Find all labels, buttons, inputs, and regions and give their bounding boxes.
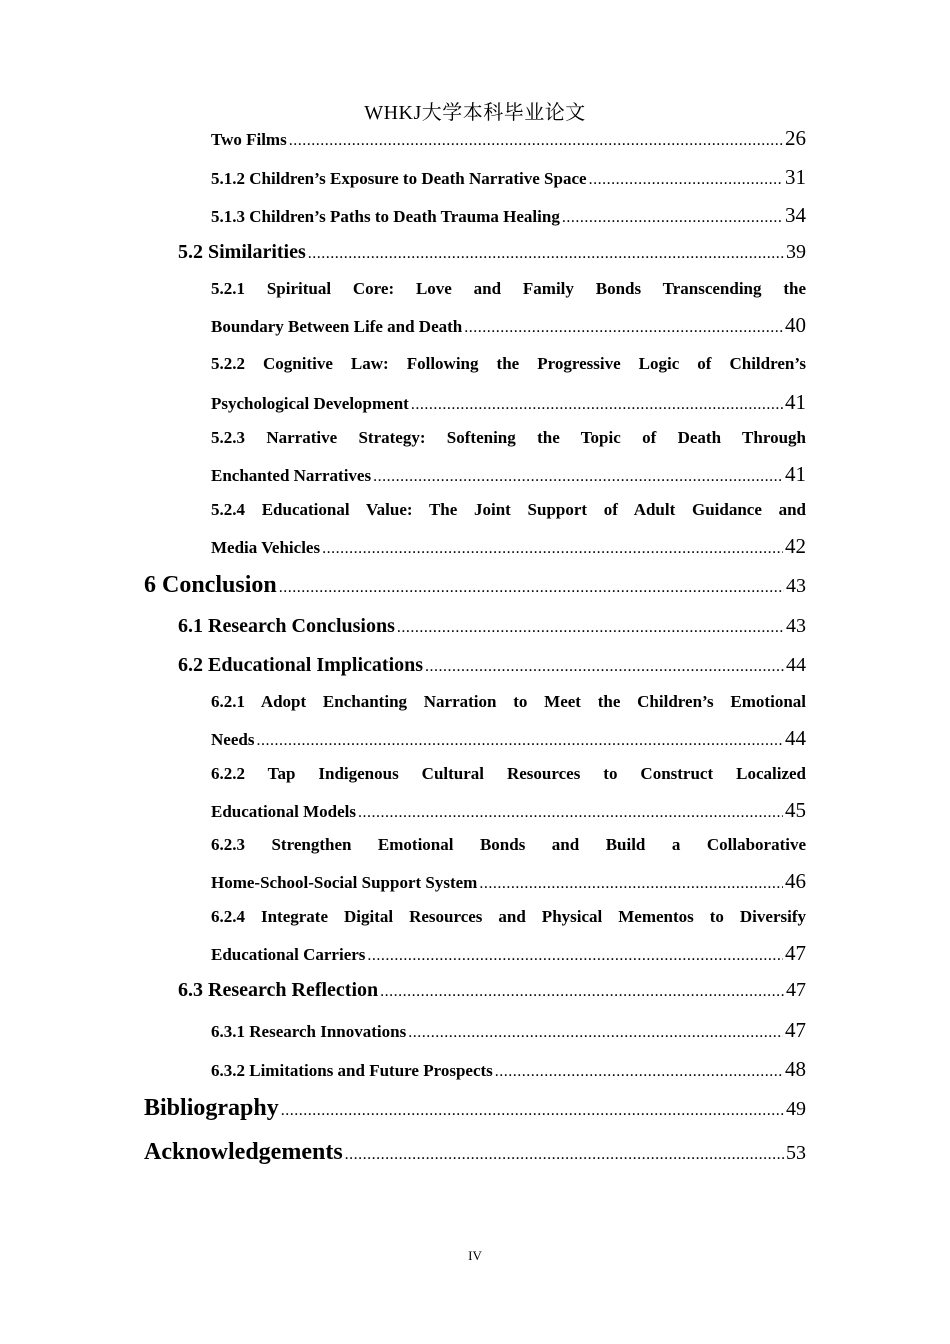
toc-page-number: 42 <box>785 534 806 558</box>
toc-entry-title: 6.2 Educational Implications <box>178 654 424 676</box>
toc-entry-title: 6.3.1 Research Innovations <box>211 1022 407 1041</box>
toc-entry-title: Home-School-Social Support System <box>211 873 478 892</box>
toc-page-number: 34 <box>785 203 806 227</box>
leader-dots <box>279 579 784 597</box>
toc-page-number: 53 <box>786 1142 806 1164</box>
toc-page-number: 47 <box>785 1018 806 1042</box>
toc-page-number: 44 <box>785 726 806 750</box>
toc-page-number: 41 <box>785 462 806 486</box>
toc-entry[interactable] <box>211 726 806 751</box>
toc-entry-first-line: 6.2.2 Tap Indigenous Cultural Resources to Construct Localized <box>211 764 806 783</box>
toc-entry[interactable] <box>211 390 806 415</box>
running-header: WHKJ大学本科毕业论文 <box>364 102 586 124</box>
toc-entry[interactable] <box>211 462 806 487</box>
toc-page-number: 40 <box>785 313 806 337</box>
toc-page-number: 48 <box>785 1057 806 1081</box>
toc-entry[interactable] <box>211 1057 806 1082</box>
toc-entry-title: Media Vehicles <box>211 538 321 557</box>
toc-entry[interactable] <box>144 572 806 599</box>
leader-dots <box>256 732 783 750</box>
leader-dots <box>562 209 783 227</box>
toc-entry-first-line: 5.2.4 Educational Value: The Joint Support of Adult Guidance and <box>211 500 806 519</box>
toc-entry-title: 6.1 Research Conclusions <box>178 615 395 637</box>
toc-entry[interactable] <box>178 654 806 677</box>
toc-page-number: 45 <box>785 798 806 822</box>
leader-dots <box>322 540 783 558</box>
leader-dots <box>397 619 784 637</box>
leader-dots <box>308 245 784 263</box>
toc-entry-first-line: 6.2.1 Adopt Enchanting Narration to Meet the Children’s Emotional <box>211 692 806 711</box>
toc-entry[interactable] <box>211 126 806 151</box>
toc-entry-title: Educational Models <box>211 802 356 821</box>
toc-entry[interactable] <box>144 1139 806 1166</box>
leader-dots <box>380 983 784 1001</box>
toc-entry-title: Boundary Between Life and Death <box>211 317 463 336</box>
toc-page-number: 44 <box>786 654 806 676</box>
leader-dots <box>281 1102 784 1120</box>
toc-entry-first-line: 5.2.1 Spiritual Core: Love and Family Bonds Transcending the <box>211 279 806 298</box>
leader-dots <box>495 1063 783 1081</box>
toc-entry-title: 6.3 Research Reflection <box>178 979 379 1001</box>
toc-page-number: 47 <box>786 979 806 1001</box>
toc-entry-title: 5.1.3 Children’s Paths to Death Trauma Healing <box>211 207 560 226</box>
toc-entry[interactable] <box>144 1095 806 1122</box>
leader-dots <box>373 468 783 486</box>
toc-entry[interactable] <box>211 313 806 338</box>
toc-entry-title: 5.1.2 Children’s Exposure to Death Narrative Space <box>211 169 587 188</box>
leader-dots <box>425 658 784 676</box>
leader-dots <box>589 171 783 189</box>
toc-page-number: 43 <box>786 575 806 597</box>
toc-page-number: 26 <box>785 126 806 150</box>
toc-entry-title: Two Films <box>211 130 287 149</box>
leader-dots <box>345 1146 784 1164</box>
toc-entry-title: Bibliography <box>144 1095 279 1121</box>
toc-page-number: 31 <box>785 165 806 189</box>
leader-dots <box>367 947 783 965</box>
toc-entry[interactable] <box>211 798 806 823</box>
leader-dots <box>479 875 783 893</box>
toc-entry-first-line: 5.2.3 Narrative Strategy: Softening the Topic of Death Through <box>211 428 806 447</box>
page-number-footer: IV <box>468 1248 482 1263</box>
toc-entry[interactable] <box>178 615 806 638</box>
toc-entry-title: Enchanted Narratives <box>211 466 372 485</box>
toc-page-number: 46 <box>785 869 806 893</box>
toc-entry-title: 6 Conclusion <box>144 572 277 598</box>
toc-entry-title: Psychological Development <box>211 394 409 413</box>
leader-dots <box>289 132 783 150</box>
toc-entry-title: 5.2 Similarities <box>178 241 306 263</box>
toc-entry-first-line: 6.2.4 Integrate Digital Resources and Physical Mementos to Diversify <box>211 907 806 926</box>
toc-entry[interactable] <box>211 165 806 190</box>
toc-entry[interactable] <box>211 534 806 559</box>
toc-entry[interactable] <box>211 869 806 894</box>
toc-page-number: 41 <box>785 390 806 414</box>
leader-dots <box>464 319 783 337</box>
toc-entry[interactable] <box>211 1018 806 1043</box>
toc-page-number: 39 <box>786 241 806 263</box>
toc-entry-title: Needs <box>211 730 255 749</box>
toc-page-number: 49 <box>786 1098 806 1120</box>
toc-entry-first-line: 6.2.3 Strengthen Emotional Bonds and Build a Collaborative <box>211 835 806 854</box>
leader-dots <box>411 396 783 414</box>
leader-dots <box>408 1024 783 1042</box>
toc-entry[interactable] <box>178 241 806 264</box>
toc-entry-first-line: 5.2.2 Cognitive Law: Following the Progressive Logic of Children’s <box>211 354 806 373</box>
toc-page-number: 47 <box>785 941 806 965</box>
toc-page-number: 43 <box>786 615 806 637</box>
toc-entry-title: Acknowledgements <box>144 1139 343 1165</box>
toc-entry-title: 6.3.2 Limitations and Future Prospects <box>211 1061 493 1080</box>
toc-entry-title: Educational Carriers <box>211 945 366 964</box>
leader-dots <box>358 804 783 822</box>
toc-entry[interactable] <box>211 203 806 228</box>
toc-entry[interactable] <box>211 941 806 966</box>
toc-entry[interactable] <box>178 979 806 1002</box>
